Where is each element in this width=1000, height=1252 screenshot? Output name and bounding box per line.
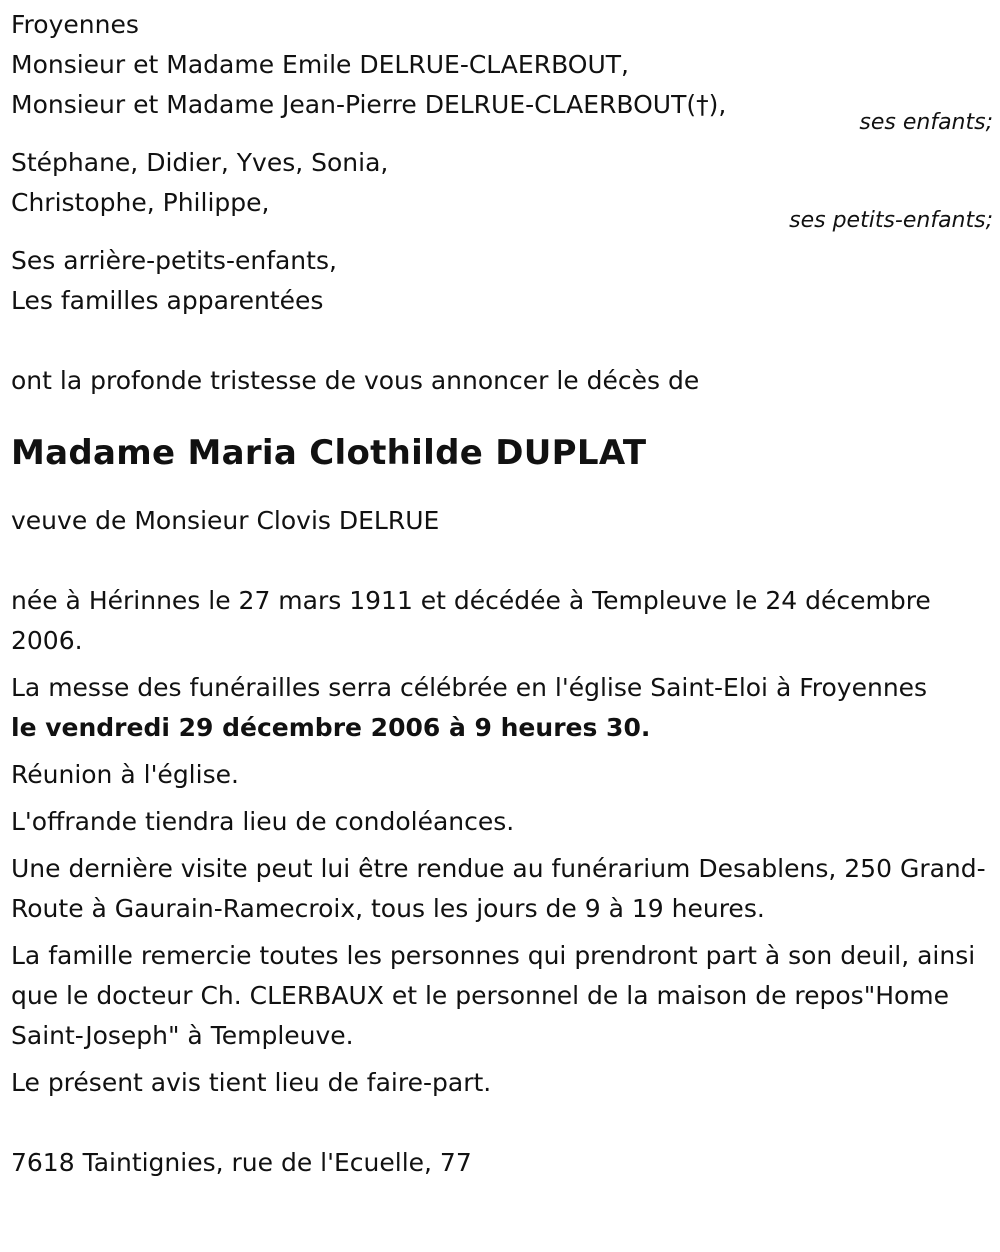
thanks-paragraph: La famille remercie toutes les personnes qui prendront part à son deuil, ainsi que le docteur Ch. CLERBAUX et le personnel de la maison de repos"Home Saint-Joseph" à Templeuve. <box>11 941 976 1050</box>
mass-paragraph <box>11 668 991 748</box>
spacer <box>11 1103 991 1143</box>
child-line-1: Monsieur et Madame Emile DELRUE-CLAERBOUT, <box>11 50 629 79</box>
notice-paragraph: Le présent avis tient lieu de faire-part. <box>11 1068 492 1097</box>
meeting-paragraph: Réunion à l'église. <box>11 760 239 789</box>
grandchildren-label: ses petits-enfants; <box>789 208 993 233</box>
address-line: 7618 Taintignies, rue de l'Ecuelle, 77 <box>11 1148 472 1177</box>
families-line: Les familles apparentées <box>11 286 324 315</box>
mass-date: le vendredi 29 décembre 2006 à 9 heures 30. <box>11 713 651 742</box>
widow-of-line: veuve de Monsieur Clovis DELRUE <box>11 506 440 535</box>
child-line-2: Monsieur et Madame Jean-Pierre DELRUE-CLAERBOUT(†), <box>11 90 727 119</box>
grandchild-line-1: Stéphane, Didier, Yves, Sonia, <box>11 148 389 177</box>
spacer <box>11 541 991 581</box>
place-line: Froyennes <box>11 10 139 39</box>
birth-death-paragraph: née à Hérinnes le 27 mars 1911 et décédée à Templeuve le 24 décembre 2006. <box>11 586 931 655</box>
great-grandchildren-line: Ses arrière-petits-enfants, <box>11 246 337 275</box>
visit-paragraph: Une dernière visite peut lui être rendue au funérarium Desablens, 250 Grand-Route à Gaurain-Ramecroix, tous les jours de 9 à 19 heures. <box>11 854 986 923</box>
grandchild-line-2: Christophe, Philippe, <box>11 188 270 217</box>
obituary-notice <box>11 5 991 1183</box>
offering-paragraph: L'offrande tiendra lieu de condoléances. <box>11 807 515 836</box>
children-label: ses enfants; <box>859 110 993 135</box>
spacer <box>11 233 991 241</box>
spacer <box>11 321 991 361</box>
spacer <box>11 135 991 143</box>
mass-text: La messe des funérailles serra célébrée en l'église Saint-Eloi à Froyennes <box>11 673 928 702</box>
announcement-line: ont la profonde tristesse de vous annoncer le décès de <box>11 366 700 395</box>
spacer <box>11 475 991 501</box>
deceased-name: Madame Maria Clothilde DUPLAT <box>11 433 647 473</box>
